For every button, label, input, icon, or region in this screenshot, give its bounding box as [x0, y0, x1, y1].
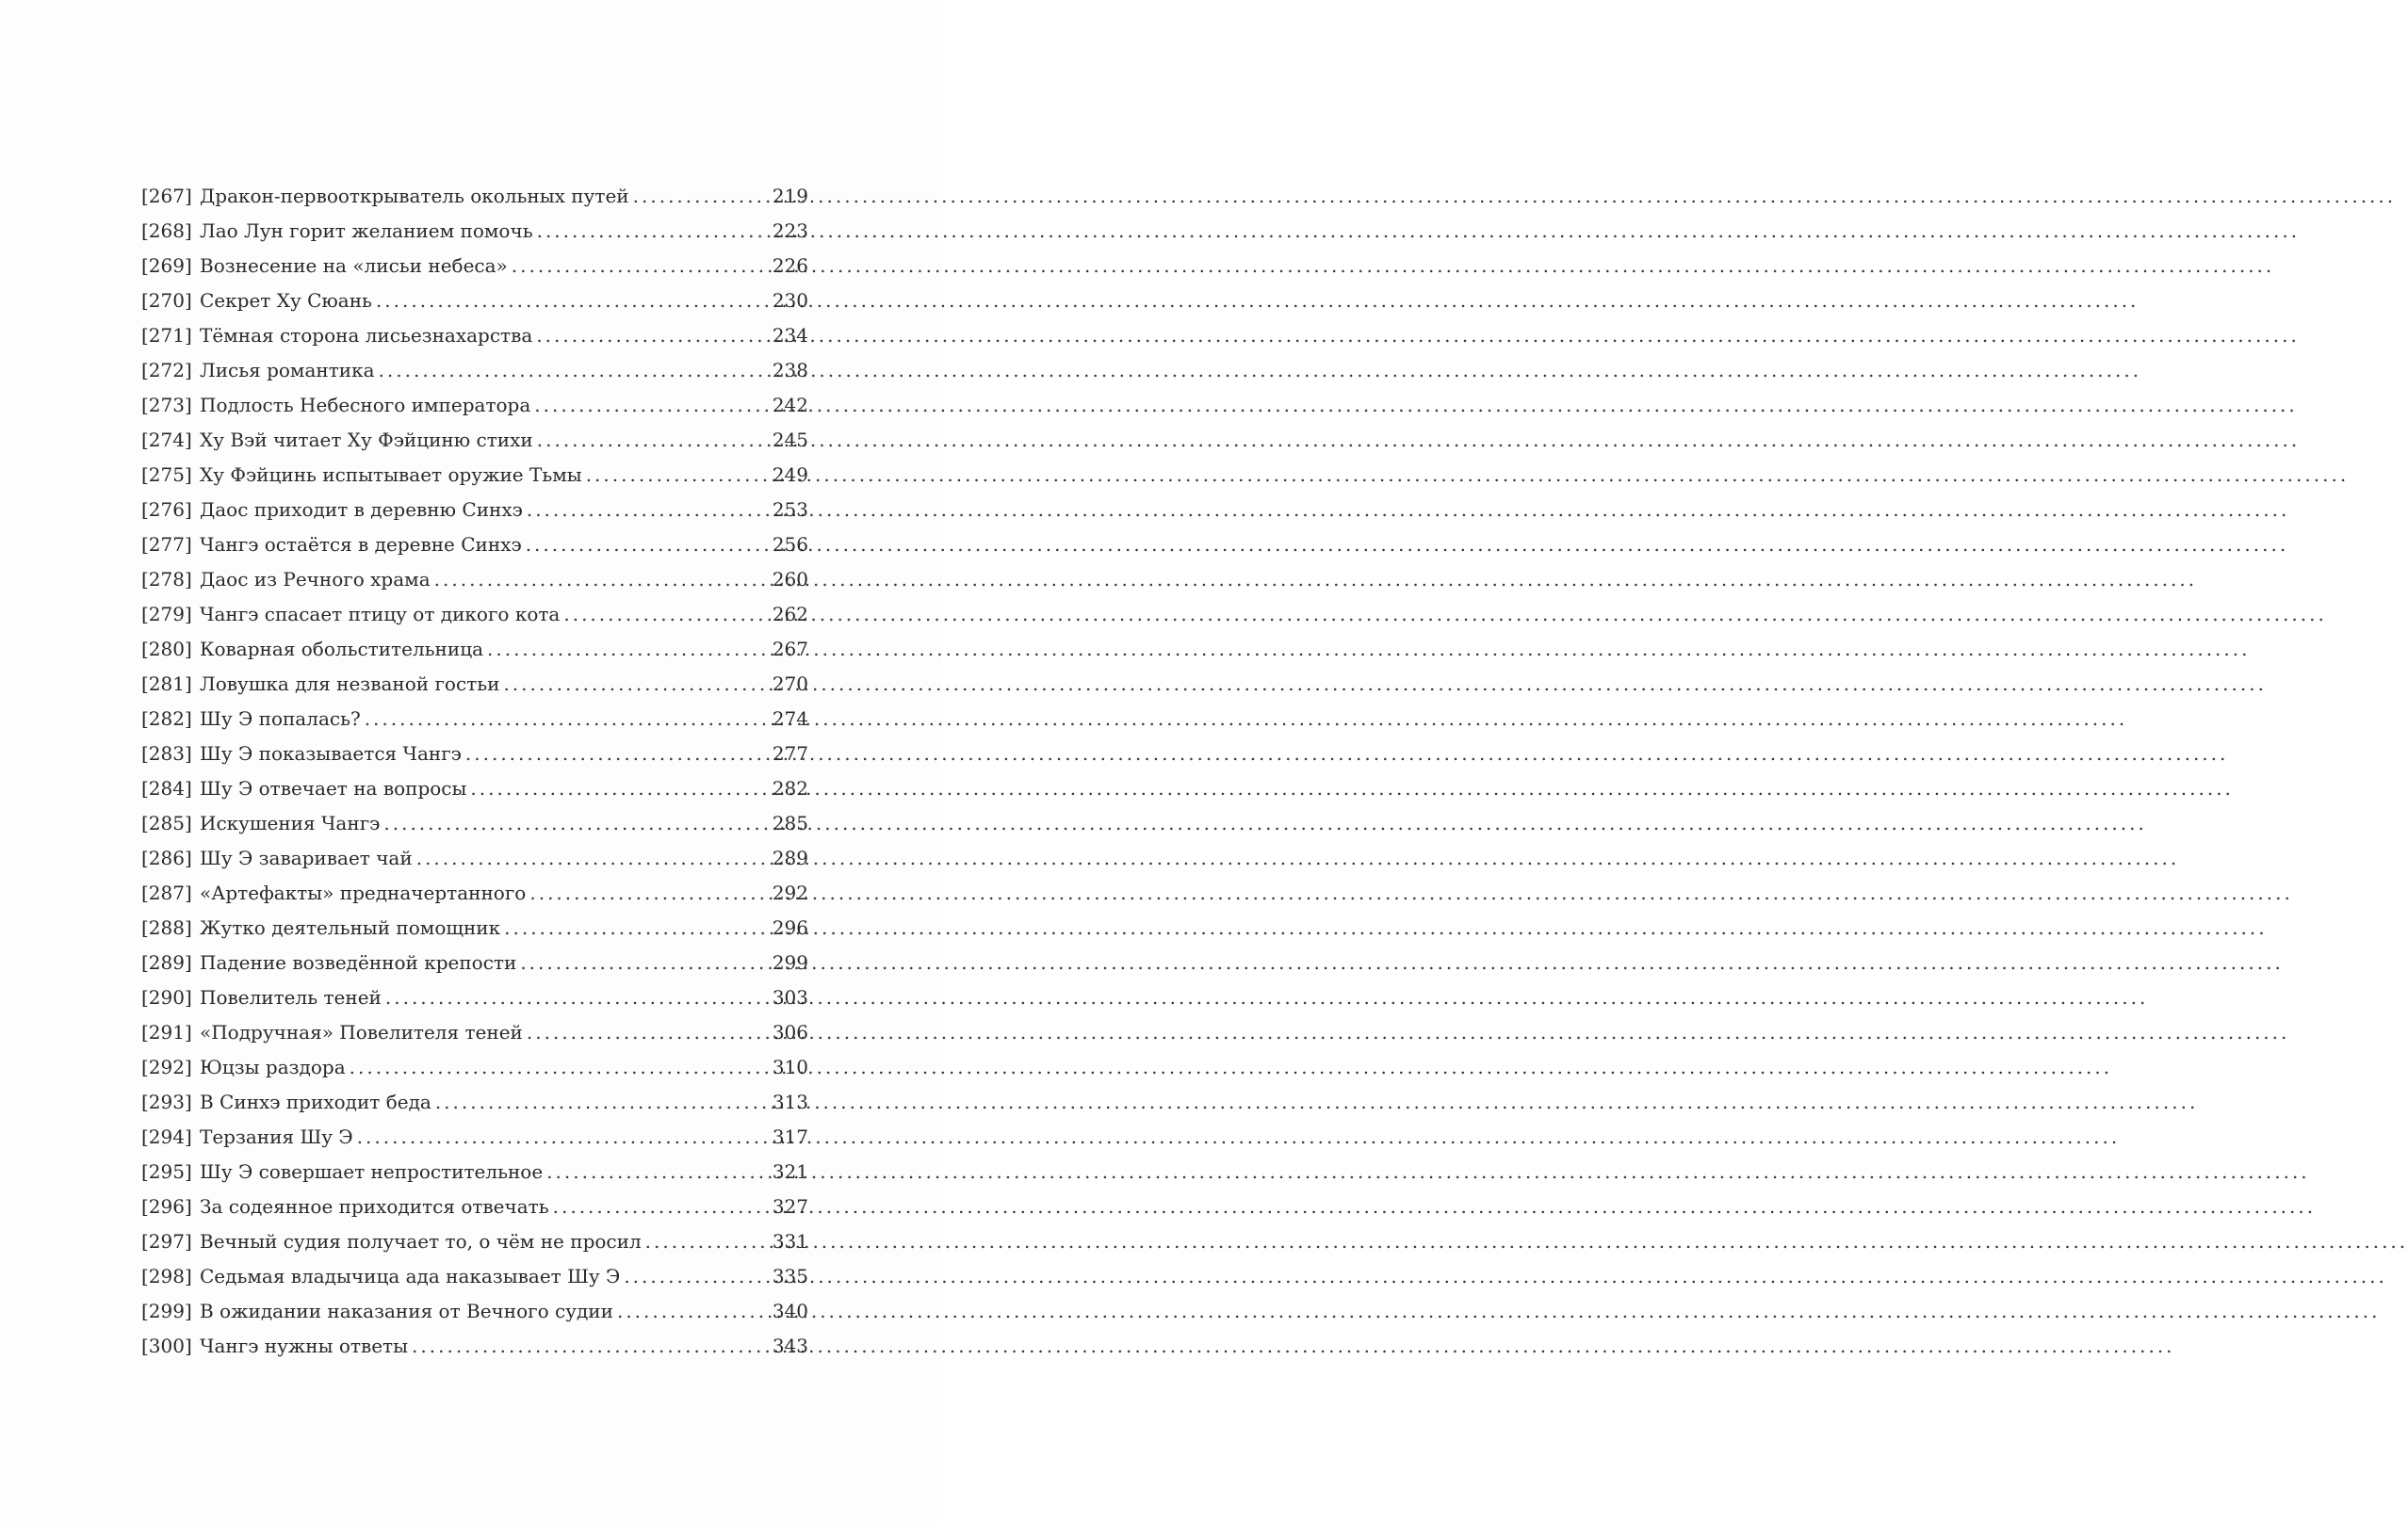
toc-entry-number: [284]	[141, 777, 192, 800]
dot-leader	[633, 185, 769, 207]
toc-entry-title: Ху Фэйцинь испытывает оружие Тьмы	[200, 463, 582, 486]
toc-entry-page: 340	[772, 1300, 808, 1322]
toc-entry-title: Падение возведённой крепости	[200, 951, 517, 974]
toc-entry-number: [272]	[141, 359, 192, 381]
toc-entry	[141, 254, 808, 289]
dot-leader	[624, 1265, 768, 1287]
table-of-contents	[141, 185, 808, 1369]
dot-leader	[527, 1021, 769, 1044]
dot-leader	[412, 1335, 769, 1357]
dot-leader	[416, 847, 769, 869]
toc-entry	[141, 498, 808, 533]
toc-entry-page: 321	[772, 1160, 808, 1183]
toc-entry-page: 270	[772, 672, 808, 695]
toc-entry-number: [282]	[141, 707, 192, 730]
dot-leader	[383, 812, 768, 834]
dot-leader	[385, 986, 769, 1009]
toc-entry-page: 274	[772, 707, 808, 730]
dot-leader	[520, 951, 768, 974]
toc-entry	[141, 533, 808, 568]
dot-leader	[350, 1056, 769, 1078]
toc-entry-title: Вечный судия получает то, о чём не просил	[200, 1230, 642, 1253]
toc-entry-title: Лао Лун горит желанием помочь	[200, 219, 533, 242]
toc-entry	[141, 185, 808, 219]
toc-entry-page: 262	[772, 603, 808, 625]
toc-entry-number: [278]	[141, 568, 192, 591]
toc-entry-number: [296]	[141, 1195, 192, 1218]
toc-entry-number: [279]	[141, 603, 192, 625]
dot-leader	[357, 1125, 769, 1148]
toc-entry-number: [276]	[141, 498, 192, 521]
toc-entry-page: 234	[772, 324, 808, 347]
toc-entry-page: 313	[772, 1091, 808, 1113]
toc-entry	[141, 463, 808, 498]
dot-leader	[586, 463, 769, 486]
toc-entry-title: В Синхэ приходит беда	[200, 1091, 431, 1113]
toc-entry-number: [271]	[141, 324, 192, 347]
toc-entry	[141, 1091, 808, 1125]
dot-leader	[645, 1230, 769, 1253]
toc-entry-number: [298]	[141, 1265, 192, 1287]
toc-entry	[141, 986, 808, 1021]
toc-entry-title: Даос приходит в деревню Синхэ	[200, 498, 523, 521]
toc-entry-page: 296	[772, 916, 808, 939]
toc-entry-title: Подлость Небесного императора	[200, 394, 531, 416]
toc-entry-number: [269]	[141, 254, 192, 277]
toc-entry-title: Искушения Чангэ	[200, 812, 381, 834]
toc-entry-page: 335	[772, 1265, 808, 1287]
toc-entry-page: 253	[772, 498, 808, 521]
toc-entry-number: [267]	[141, 185, 192, 207]
dot-leader	[379, 359, 769, 381]
toc-entry-number: [270]	[141, 289, 192, 312]
toc-entry-page: 292	[772, 882, 808, 904]
toc-entry-page: 242	[772, 394, 808, 416]
toc-entry	[141, 324, 808, 359]
toc-entry-number: [274]	[141, 429, 192, 451]
toc-entry-page: 256	[772, 533, 808, 556]
toc-entry-title: Чангэ нужны ответы	[200, 1335, 409, 1357]
toc-entry-title: Шу Э показывается Чангэ	[200, 742, 462, 765]
toc-entry	[141, 882, 808, 916]
toc-entry-number: [281]	[141, 672, 192, 695]
dot-leader	[504, 916, 769, 939]
toc-entry-page: 317	[772, 1125, 808, 1148]
dot-leader	[470, 777, 768, 800]
toc-entry	[141, 742, 808, 777]
toc-entry-title: Ловушка для незваной гостьи	[200, 672, 500, 695]
dot-leader	[526, 533, 769, 556]
toc-entry-number: [289]	[141, 951, 192, 974]
toc-entry	[141, 219, 808, 254]
toc-entry-number: [297]	[141, 1230, 192, 1253]
toc-entry-number: [291]	[141, 1021, 192, 1044]
toc-entry	[141, 603, 808, 638]
toc-entry-number: [290]	[141, 986, 192, 1009]
dot-leader	[487, 638, 769, 660]
toc-entry-page: 238	[772, 359, 808, 381]
dot-leader	[537, 219, 769, 242]
toc-entry-title: Шу Э попалась?	[200, 707, 361, 730]
toc-entry-number: [277]	[141, 533, 192, 556]
dot-leader	[527, 498, 769, 521]
toc-entry-page: 226	[772, 254, 808, 277]
toc-entry-page: 285	[772, 812, 808, 834]
toc-entry	[141, 951, 808, 986]
toc-entry-page: 303	[772, 986, 808, 1009]
toc-entry	[141, 1125, 808, 1160]
toc-entry	[141, 1335, 808, 1369]
toc-entry-number: [299]	[141, 1300, 192, 1322]
toc-entry-title: Чангэ остаётся в деревне Синхэ	[200, 533, 522, 556]
toc-entry-page: 219	[772, 185, 808, 207]
toc-entry	[141, 1265, 808, 1300]
toc-entry-page: 289	[772, 847, 808, 869]
dot-leader	[435, 1091, 769, 1113]
toc-entry-number: [286]	[141, 847, 192, 869]
dot-leader	[434, 568, 769, 591]
toc-entry-title: «Подручная» Повелителя теней	[200, 1021, 523, 1044]
dot-leader	[376, 289, 769, 312]
toc-entry-number: [275]	[141, 463, 192, 486]
toc-entry-title: Шу Э совершает непростительное	[200, 1160, 544, 1183]
dot-leader	[529, 882, 768, 904]
toc-entry-title: Терзания Шу Э	[200, 1125, 353, 1148]
toc-entry-title: Секрет Ху Сюань	[200, 289, 372, 312]
toc-entry	[141, 707, 808, 742]
toc-entry-number: [292]	[141, 1056, 192, 1078]
dot-leader	[563, 603, 768, 625]
toc-entry-number: [280]	[141, 638, 192, 660]
toc-entry	[141, 1160, 808, 1195]
toc-entry	[141, 394, 808, 429]
toc-entry-page: 277	[772, 742, 808, 765]
toc-entry-page: 299	[772, 951, 808, 974]
toc-entry	[141, 568, 808, 603]
toc-entry-title: Седьмая владычица ада наказывает Шу Э	[200, 1265, 621, 1287]
toc-entry-title: Чангэ спасает птицу от дикого кота	[200, 603, 561, 625]
toc-entry	[141, 1195, 808, 1230]
toc-entry-title: Шу Э заваривает чай	[200, 847, 413, 869]
toc-entry	[141, 672, 808, 707]
toc-entry-page: 310	[772, 1056, 808, 1078]
toc-entry-page: 282	[772, 777, 808, 800]
toc-entry	[141, 359, 808, 394]
toc-entry-title: За содеянное приходится отвечать	[200, 1195, 549, 1218]
toc-entry	[141, 847, 808, 882]
toc-entry-number: [268]	[141, 219, 192, 242]
toc-entry-number: [273]	[141, 394, 192, 416]
toc-entry-title: Лисья романтика	[200, 359, 375, 381]
toc-entry-page: 327	[772, 1195, 808, 1218]
toc-entry	[141, 1021, 808, 1056]
toc-entry-title: Повелитель теней	[200, 986, 382, 1009]
toc-entry-page: 249	[772, 463, 808, 486]
toc-entry-number: [285]	[141, 812, 192, 834]
toc-entry	[141, 812, 808, 847]
toc-entry-title: Тёмная сторона лисьезнахарства	[200, 324, 533, 347]
dot-leader	[546, 1160, 769, 1183]
toc-entry-title: В ожидании наказания от Вечного судии	[200, 1300, 613, 1322]
toc-entry-title: Коварная обольстительница	[200, 638, 483, 660]
toc-entry-title: «Артефакты» предначертанного	[200, 882, 527, 904]
toc-entry-title: Ху Вэй читает Ху Фэйциню стихи	[200, 429, 533, 451]
toc-entry	[141, 289, 808, 324]
toc-entry-title: Вознесение на «лисьи небеса»	[200, 254, 508, 277]
toc-entry-number: [295]	[141, 1160, 192, 1183]
toc-entry	[141, 638, 808, 672]
toc-entry-page: 223	[772, 219, 808, 242]
dot-leader	[536, 324, 769, 347]
toc-entry-number: [300]	[141, 1335, 192, 1357]
toc-entry-number: [288]	[141, 916, 192, 939]
toc-entry-title: Жутко деятельный помощник	[200, 916, 501, 939]
dot-leader	[465, 742, 769, 765]
dot-leader	[365, 707, 769, 730]
toc-entry	[141, 429, 808, 463]
dot-leader	[553, 1195, 769, 1218]
toc-entry-number: [287]	[141, 882, 192, 904]
toc-entry-page: 306	[772, 1021, 808, 1044]
toc-entry-number: [283]	[141, 742, 192, 765]
book-page	[0, 0, 942, 1522]
toc-entry-page: 230	[772, 289, 808, 312]
toc-entry-title: Даос из Речного храма	[200, 568, 431, 591]
toc-entry-page: 245	[772, 429, 808, 451]
toc-entry-page: 267	[772, 638, 808, 660]
toc-entry-page: 260	[772, 568, 808, 591]
dot-leader	[537, 429, 769, 451]
toc-entry-page: 331	[772, 1230, 808, 1253]
toc-entry	[141, 916, 808, 951]
toc-entry	[141, 777, 808, 812]
toc-entry	[141, 1300, 808, 1335]
dot-leader	[503, 672, 768, 695]
dot-leader	[512, 254, 769, 277]
toc-entry-title: Шу Э отвечает на вопросы	[200, 777, 467, 800]
toc-entry-number: [294]	[141, 1125, 192, 1148]
toc-entry-title: Юцзы раздора	[200, 1056, 346, 1078]
toc-entry	[141, 1056, 808, 1091]
dot-leader	[617, 1300, 769, 1322]
toc-entry	[141, 1230, 808, 1265]
dot-leader	[534, 394, 769, 416]
toc-entry-page: 343	[772, 1335, 808, 1357]
toc-entry-title: Дракон-первооткрыватель окольных путей	[200, 185, 629, 207]
toc-entry-number: [293]	[141, 1091, 192, 1113]
